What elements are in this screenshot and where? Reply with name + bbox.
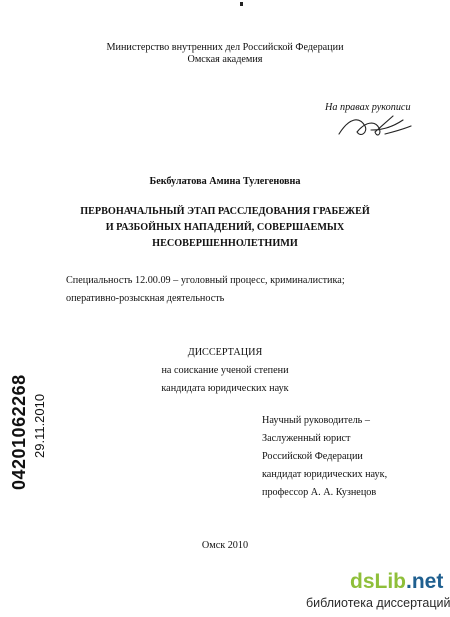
title-line-2: И РАЗБОЙНЫХ НАПАДЕНИЙ, СОВЕРШАЕМЫХ — [105, 222, 345, 233]
watermark-logo-right: .net — [406, 570, 444, 593]
supervisor-line-2: Заслуженный юрист — [262, 433, 351, 444]
handwritten-signature — [335, 108, 415, 148]
watermark-caption: библиотека диссертаций — [306, 596, 450, 610]
title-line-3: НЕСОВЕРШЕННОЛЕТНИМИ — [152, 238, 298, 249]
specialty-line-1: Специальность 12.00.09 – уголовный процесс, криминалистика; — [66, 275, 345, 286]
watermark-logo — [350, 570, 443, 594]
manuscript-note: На правах рукописи — [325, 102, 411, 113]
stamp-date: 29.11.2010 — [32, 393, 47, 458]
specialty-line-2: оперативно-розыскная деятельность — [66, 293, 225, 304]
watermark-logo-left: dsLib — [350, 570, 406, 593]
supervisor-line-1: Научный руководитель – — [262, 415, 370, 426]
stamp-number: 04201062268 — [9, 374, 29, 490]
supervisor-line-3: Российской Федерации — [262, 451, 363, 462]
academy-line: Омская академия — [187, 54, 263, 65]
title-line-1: ПЕРВОНАЧАЛЬНЫЙ ЭТАП РАССЛЕДОВАНИЯ ГРАБЕЖЕЙ — [80, 206, 370, 217]
degree-line-3: кандидата юридических наук — [161, 383, 289, 394]
supervisor-line-5: профессор А. А. Кузнецов — [262, 487, 377, 498]
supervisor-line-4: кандидат юридических наук, — [262, 469, 388, 480]
scan-speck — [240, 2, 243, 6]
ministry-line: Министерство внутренних дел Российской Федерации — [106, 42, 344, 53]
author-name: Бекбулатова Амина Тулегеновна — [149, 176, 301, 187]
degree-title: ДИССЕРТАЦИЯ — [187, 347, 263, 358]
place-year: Омск 2010 — [201, 540, 249, 551]
degree-line-2: на соискание ученой степени — [161, 365, 289, 376]
